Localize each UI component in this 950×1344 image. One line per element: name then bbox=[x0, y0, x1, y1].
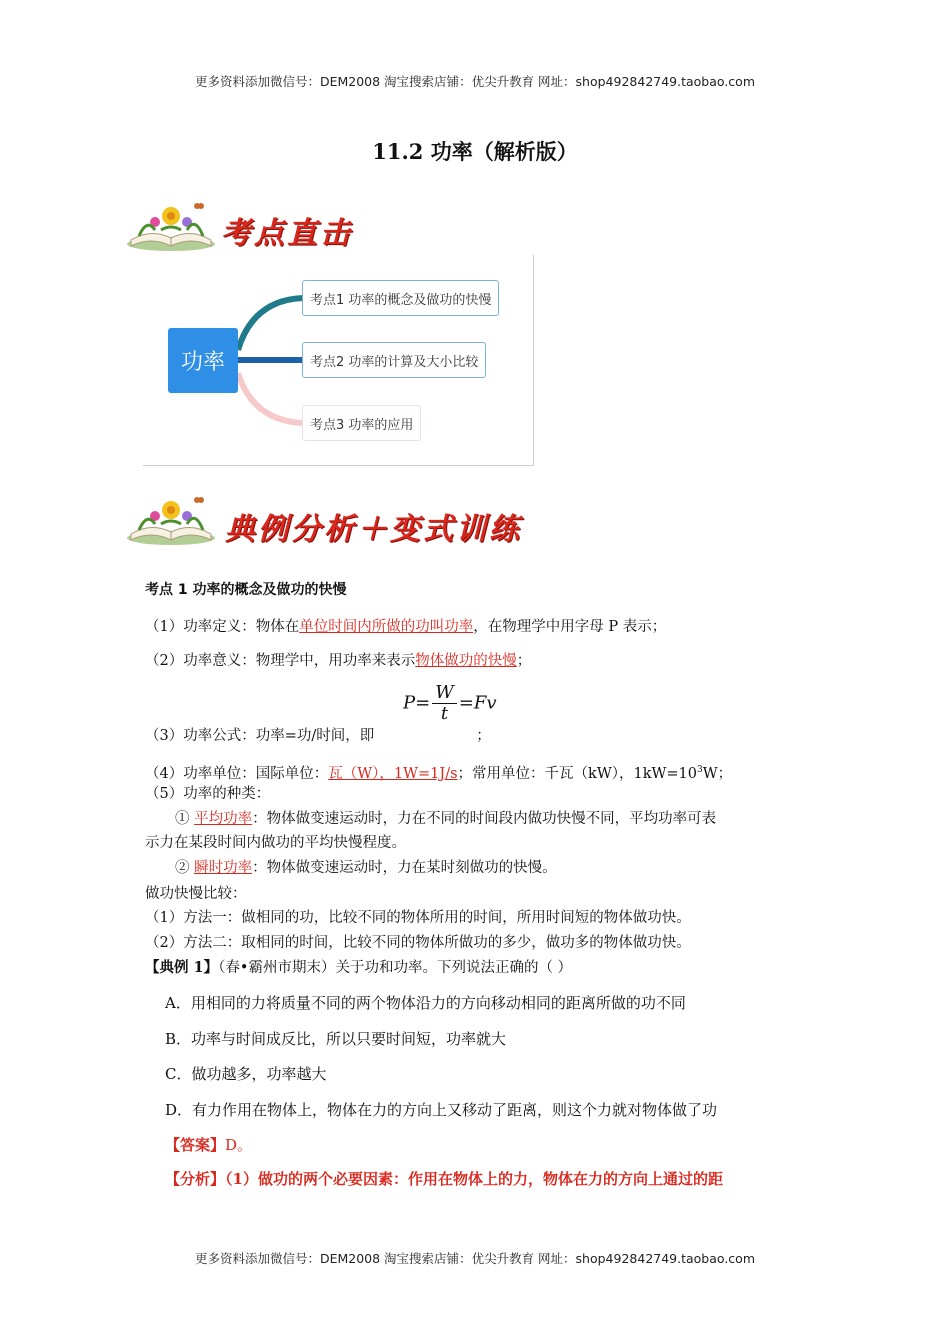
mind-map-node-2: 考点2 功率的计算及大小比较 bbox=[302, 342, 486, 378]
answer: 【答案】D。 bbox=[165, 1136, 253, 1154]
page-header: 更多资料添加微信号：DEM2008 淘宝搜索店铺：优尖升教育 网址：shop492842749.taobao.com bbox=[194, 74, 756, 89]
text-line: 做功快慢比较： bbox=[145, 886, 247, 902]
option-a: A．用相同的力将质量不同的两个物体沿力的方向移动相同的距离所做的功不同 bbox=[165, 994, 686, 1012]
analysis: 【分析】（1）做功的两个必要因素：作用在物体上的力，物体在力的方向上通过的距 bbox=[165, 1170, 723, 1188]
key-term: 瓦（W），1W=1J/s bbox=[328, 765, 458, 782]
mind-map-node-1: 考点1 功率的概念及做功的快慢 bbox=[302, 280, 499, 316]
text-line: ① 平均功率：物体做变速运动时，力在不同的时间段内做功快慢不同，平均功率可表 bbox=[175, 811, 717, 827]
book-flowers-icon bbox=[125, 492, 217, 548]
text-line: 示力在某段时间内做功的平均快慢程度。 bbox=[145, 835, 406, 851]
key-term: 物体做功的快慢 bbox=[415, 653, 517, 669]
text-line: （5）功率的种类： bbox=[145, 786, 271, 802]
option-d: D．有力作用在物体上，物体在力的方向上又移动了距离，则这个力就对物体做了功 bbox=[165, 1101, 718, 1119]
option-b: B．功率与时间成反比，所以只要时间短，功率就大 bbox=[165, 1030, 507, 1048]
option-c: C．做功越多，功率越大 bbox=[165, 1065, 327, 1083]
text-line: （3）功率公式：功率=功/时间，即 ； bbox=[145, 728, 491, 744]
book-flowers-icon bbox=[125, 200, 217, 252]
page-footer: 更多资料添加微信号：DEM2008 淘宝搜索店铺：优尖升教育 网址：shop492842749.taobao.com bbox=[194, 1251, 756, 1266]
section-heading-kaodian bbox=[125, 200, 425, 260]
topic-heading: 考点 1 功率的概念及做功的快慢 bbox=[145, 582, 347, 598]
key-term: 单位时间内所做的功叫功率 bbox=[299, 619, 474, 635]
mind-map-node-3: 考点3 功率的应用 bbox=[302, 405, 421, 441]
page-title: 11.2 功率（解析版） bbox=[372, 139, 578, 164]
example-tag: 【典例 1】 bbox=[145, 959, 219, 976]
example-stem: 【典例 1】（春•霸州市期末）关于功和功率。下列说法正确的（ ） bbox=[145, 959, 573, 976]
key-term: 瞬时功率 bbox=[194, 860, 253, 876]
key-term: 平均功率 bbox=[194, 811, 253, 827]
text-line: （1）方法一：做相同的功，比较不同的物体所用的时间，所用时间短的物体做功快。 bbox=[145, 910, 691, 926]
section-title: 考点直击 bbox=[221, 216, 353, 251]
mind-map bbox=[143, 255, 534, 466]
text-line: （2）方法二：取相同的时间，比较不同的物体所做功的多少，做功多的物体做功快。 bbox=[145, 935, 691, 951]
power-formula: P= $\frac{W}{t}$ =Fv bbox=[403, 682, 497, 724]
text-line: ② 瞬时功率：物体做变速运动时，力在某时刻做功的快慢。 bbox=[175, 860, 557, 876]
text-line: （2）功率意义：物理学中，用功率来表示物体做功的快慢； bbox=[145, 653, 532, 669]
section-title: 典例分析＋变式训练 bbox=[225, 512, 522, 547]
text-line: （4）功率单位：国际单位：瓦（W），1W=1J/s；常用单位：千瓦（kW），$1kW=10^3W$； bbox=[145, 765, 733, 782]
section-heading-examples bbox=[125, 492, 575, 552]
mind-map-root: 功率 bbox=[168, 328, 238, 393]
text-line: （1）功率定义：物体在单位时间内所做的功叫功率，在物理学中用字母 P 表示； bbox=[145, 619, 667, 635]
